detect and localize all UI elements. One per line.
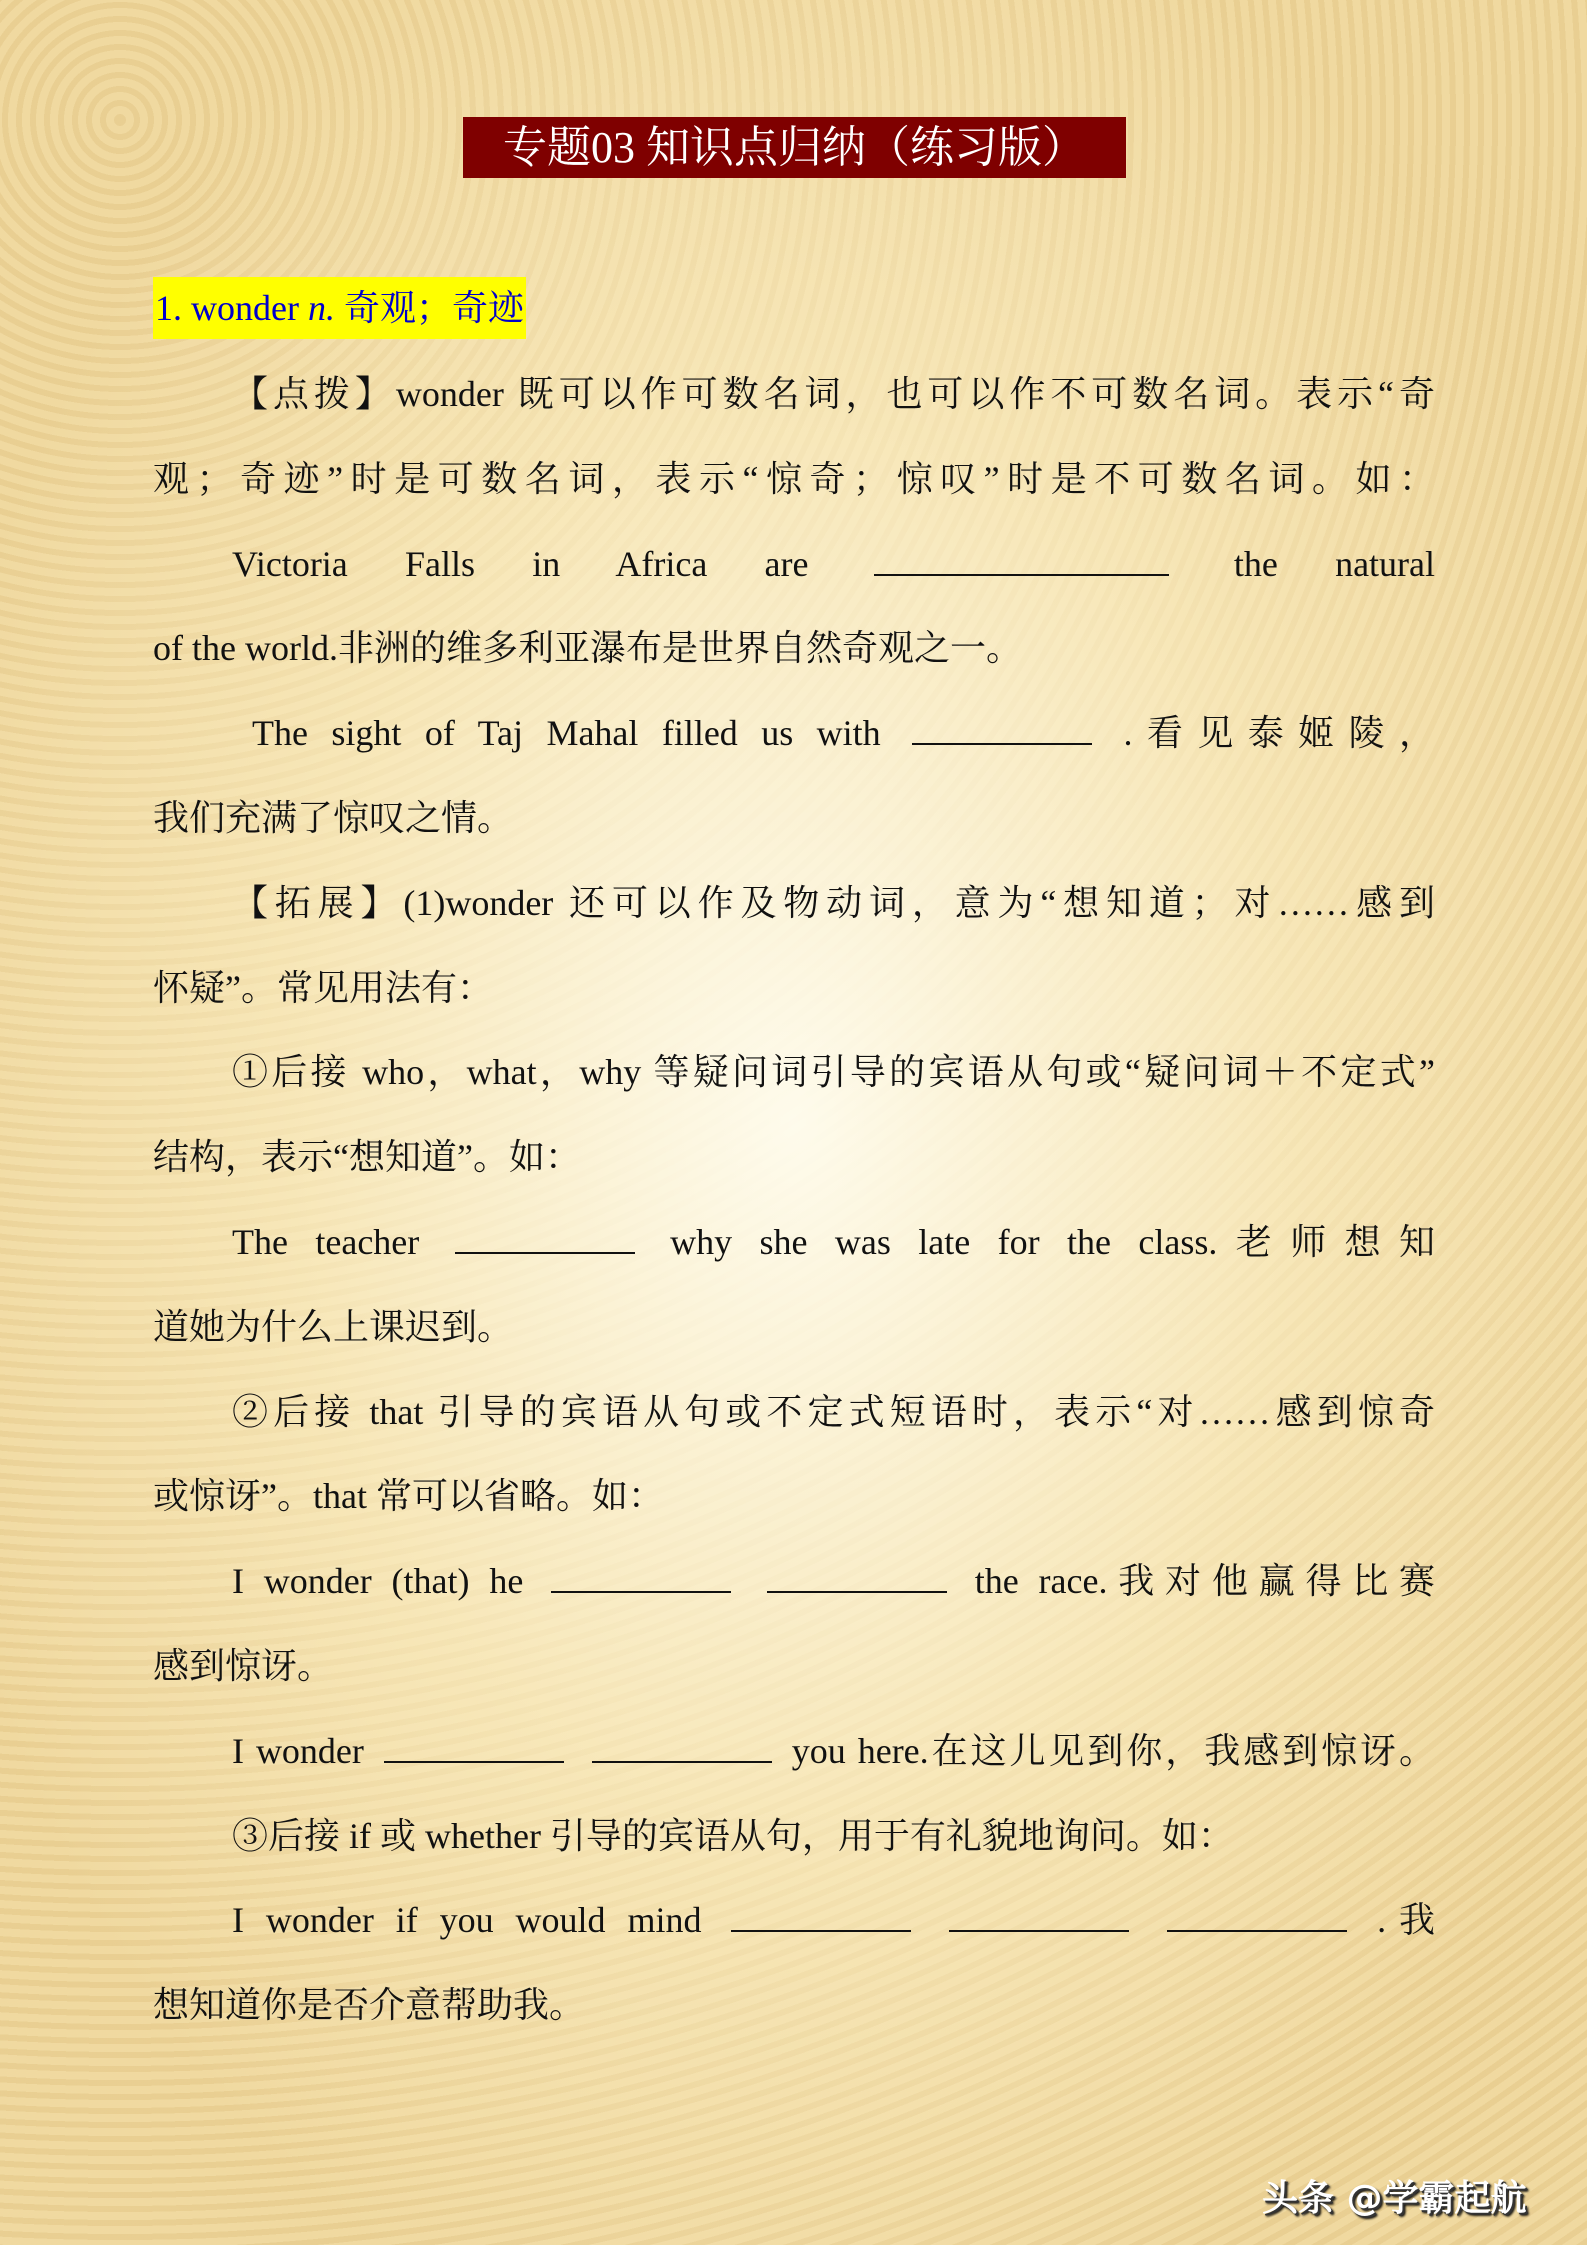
watermark: 头条 @学霸起航: [1262, 2178, 1527, 2219]
text-segment: you here.在这儿见到你，我感到惊讶。: [791, 1730, 1436, 1771]
text-line: [153, 963, 1435, 1013]
text-segment: 想知道你是否介意帮助我。: [153, 1985, 586, 2026]
text-segment: ③后接 if 或 whether 引导的宾语从句，用于有礼貌地询问。如：: [232, 1815, 1234, 1856]
text-line: [153, 623, 1435, 673]
fill-in-blank[interactable]: [1167, 1900, 1347, 1932]
text-line: [232, 1387, 1435, 1437]
fill-in-blank[interactable]: [551, 1561, 731, 1593]
text-line: [232, 1895, 1435, 1945]
text-segment: ②后接 that 引导的宾语从句或不定式短语时，表示“对……感到惊奇: [232, 1391, 1435, 1432]
fill-in-blank[interactable]: [731, 1900, 911, 1932]
text-segment: The sight of Taj Mahal filled us with: [252, 713, 881, 754]
text-segment: Victoria Falls in Africa are: [232, 543, 809, 584]
text-line: [153, 793, 1435, 843]
text-segment: 道她为什么上课迟到。: [153, 1306, 514, 1347]
text-line: [153, 1132, 1435, 1182]
text-line: [232, 1726, 1435, 1776]
text-line: [153, 454, 1435, 504]
text-segment: ①后接 who，what，why 等疑问词引导的宾语从句或“疑问词＋不定式”: [232, 1052, 1435, 1093]
text-segment: 感到惊讶。: [153, 1646, 334, 1686]
text-segment: of the world.非洲的维多利亚瀑布是世界自然奇观之一。: [153, 628, 1022, 669]
text-line: [232, 878, 1435, 928]
text-line: [153, 1471, 1435, 1521]
text-line: [232, 1811, 1435, 1861]
text-segment: 我们充满了惊叹之情。: [153, 798, 514, 838]
fill-in-blank[interactable]: [912, 713, 1092, 745]
fill-in-blank[interactable]: [592, 1731, 772, 1763]
text-segment: The teacher: [232, 1222, 420, 1262]
text-segment: I wonder (that) he: [232, 1561, 524, 1602]
text-segment: 或惊讶”。that 常可以省略。如：: [153, 1476, 664, 1517]
text-segment: 观；奇迹”时是可数名词，表示“惊奇；惊叹”时是不可数名词。如：: [153, 458, 1435, 499]
heading-meaning: 奇观；奇迹: [334, 288, 524, 328]
text-line: [153, 1302, 1435, 1352]
text-line: [232, 539, 1435, 589]
text-segment: 【拓展】(1)wonder 还可以作及物动词，意为“想知道；对……感到: [232, 882, 1435, 923]
section-heading: [153, 277, 526, 339]
text-line: [153, 1980, 1435, 2030]
text-line: [252, 708, 1435, 758]
heading-pos: n.: [307, 288, 335, 328]
fill-in-blank[interactable]: [455, 1222, 635, 1254]
fill-in-blank[interactable]: [384, 1731, 564, 1763]
heading-word: 1. wonder: [155, 288, 308, 328]
fill-in-blank[interactable]: [949, 1900, 1129, 1932]
text-segment: why she was late for the class.老师想知: [670, 1222, 1436, 1262]
text-segment: the race.我对他赢得比赛: [974, 1561, 1436, 1602]
text-segment: .看见泰姬陵，: [1123, 713, 1436, 754]
text-segment: I wonder: [232, 1730, 364, 1771]
text-line: [232, 1047, 1435, 1097]
text-segment: 【点拨】wonder 既可以作可数名词，也可以作不可数名词。表示“奇: [232, 374, 1435, 414]
fill-in-blank[interactable]: [874, 544, 1169, 576]
page-title: 专题03 知识点归纳（练习版）: [463, 117, 1126, 178]
text-line: [232, 369, 1435, 419]
text-segment: .我: [1377, 1900, 1435, 1941]
text-line: [153, 1641, 1435, 1691]
text-segment: 怀疑”。常见用法有：: [153, 967, 493, 1008]
fill-in-blank[interactable]: [767, 1561, 947, 1593]
text-segment: the natural: [1233, 543, 1436, 584]
text-line: [232, 1217, 1435, 1267]
text-line: [232, 1556, 1435, 1606]
text-segment: 结构，表示“想知道”。如：: [153, 1137, 581, 1178]
text-segment: I wonder if you would mind: [232, 1900, 702, 1941]
